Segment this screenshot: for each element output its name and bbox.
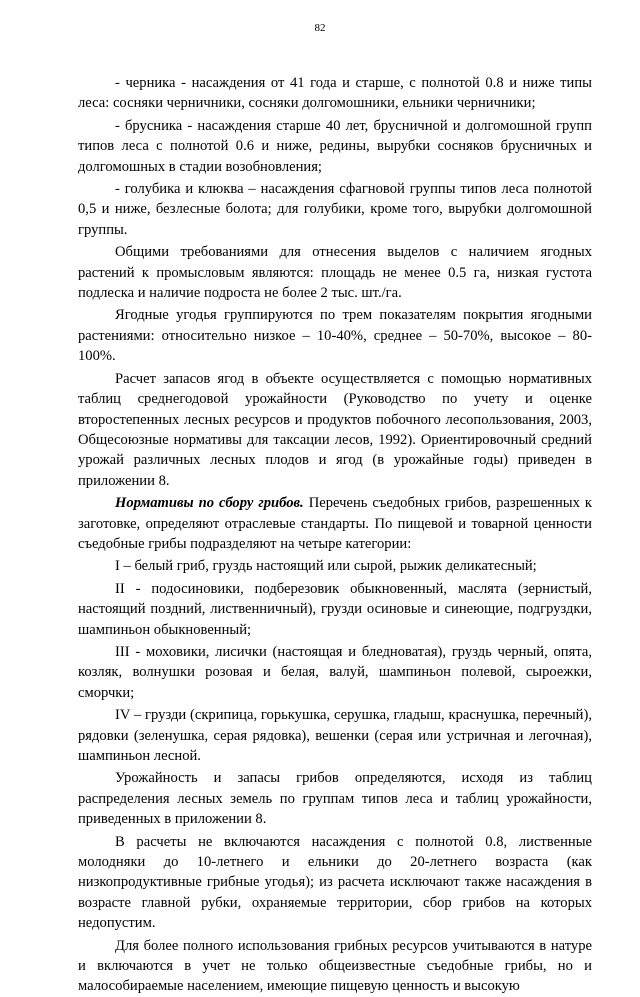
- paragraph-blueberry-cranberry: - голубика и клюква – насаждения сфагновой группы типов леса полнотой 0,5 и ниже, безлесные болота; для голубики, кроме того, вырубки долгомошной группы.: [78, 181, 592, 238]
- page-number: 82: [314, 22, 326, 34]
- paragraph-category-2: II - подосиновики, подберезовик обыкновенный, маслята (зернистый, настоящий поздний, лиственничный), грузди осиновые и синеющие, подгруздки, шампиньон обыкновенный;: [78, 580, 592, 638]
- paragraph-berry-reserves: Расчет запасов ягод в объекте осуществляется с помощью нормативных таблиц среднегодовой урожайности (Руководство по учету и оценке второстепенных лесных ресурсов и продуктов побочного лесопользования, 2003, Общесоюзные нормативы для таксации лесов, 1992). Ориентировочный средний урожай различных лесных плодов и ягод (в урожайные годы) приведен в приложении 8.: [78, 370, 592, 489]
- paragraph-general-requirements: Общими требованиями для отнесения выделов с наличием ягодных растений к промысловым являются: площадь не менее 0.5 га, низкая густота подлеска и наличие подроста не более 2 тыс. шт./га.: [78, 244, 592, 302]
- section-heading: Нормативы по сбору грибов.: [115, 495, 304, 512]
- paragraph-exclusions: В расчеты не включаются насаждения с полнотой 0.8, лиственные молодняки до 10-летнего и ельники до 20-летнего возраста (как низкопродуктивные грибные угодья); из расчета исключают также насаждения в возрасте главной рубки, охраняемые территории, сбор грибов на которых недопустим.: [78, 833, 592, 932]
- paragraph-mushroom-yield: Урожайность и запасы грибов определяются, исходя из таблиц распределения лесных земель по группам типов леса и таблиц урожайности, приведенных в приложении 8.: [78, 770, 592, 828]
- paragraph-category-4: IV – грузди (скрипица, горькушка, серушка, гладыш, краснушка, перечный), рядовки (зеленушка, серая рядовка), вешенки (серая или устричная и легочная), шампиньон лесной.: [78, 707, 592, 764]
- paragraph-full-usage: Для более полного использования грибных ресурсов учитываются в натуре и включаются в учет не только общеизвестные съедобные грибы, но и малособираемые населением, имеющие пищевую ценность и высокую: [78, 937, 592, 995]
- paragraph-mushroom-norms: [78, 493, 592, 554]
- paragraph-bilberry: - черника - насаждения от 41 года и старше, с полнотой 0.8 и ниже типы леса: сосняки черничники, сосняки долгомошники, ельники черничники;: [78, 75, 592, 112]
- paragraph-category-1: I – белый гриб, груздь настоящий или сырой, рыжик деликатесный;: [115, 558, 537, 575]
- paragraph-category-3: III - моховики, лисички (настоящая и бледноватая), груздь черный, опята, козляк, волнушки розовая и белая, валуй, шампиньон полевой, сыроежки, сморчки;: [78, 643, 592, 701]
- section-heading-body: Перечень съедобных грибов, разрешенных к заготовке, определяют отраслевые стандарты. По пищевой и товарной ценности съедобные грибы подразделяют на четыре категории:: [78, 495, 592, 552]
- paragraph-berry-lands: Ягодные угодья группируются по трем показателям покрытия ягодными растениями: относительно низкое – 10-40%, среднее – 50-70%, высокое – 80-100%.: [78, 307, 592, 365]
- document-body: [78, 73, 592, 997]
- paragraph-cowberry: - брусника - насаждения старше 40 лет, брусничной и долгомошной групп типов леса с полнотой 0.6 и ниже, редины, вырубки сосняков брусничных и долгомошных в стадии возобновления;: [78, 117, 592, 175]
